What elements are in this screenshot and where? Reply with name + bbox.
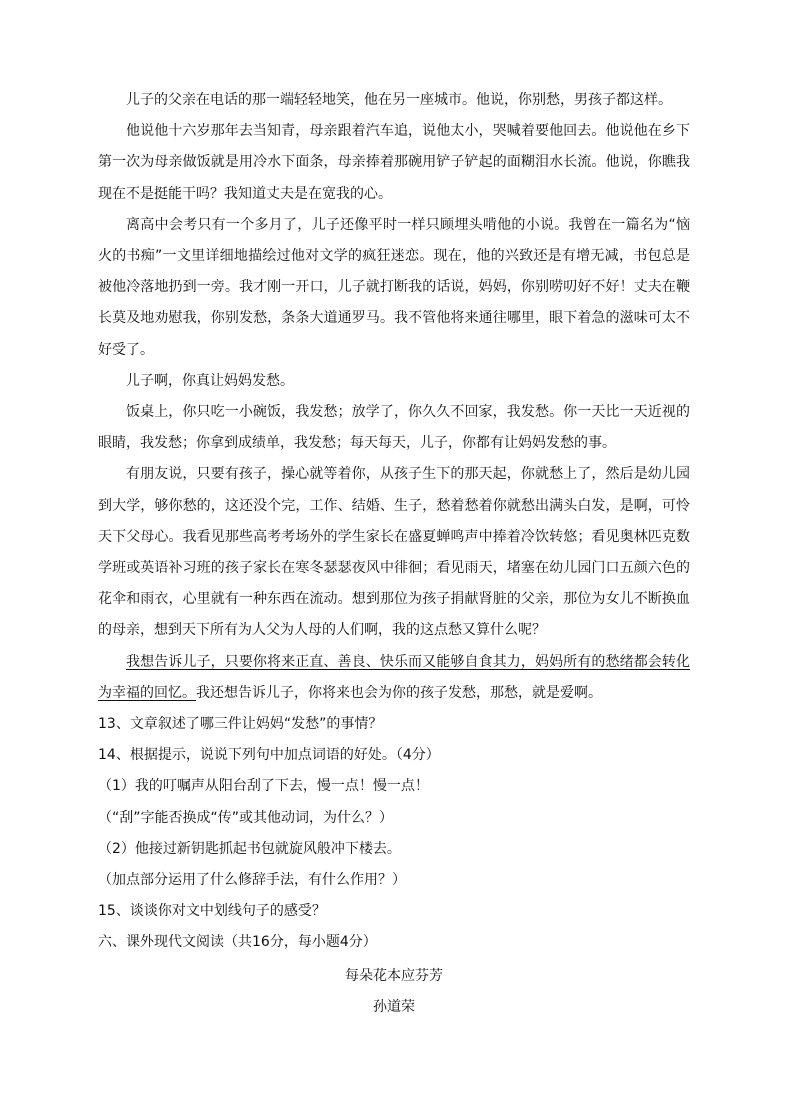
- article-paragraph-4: 儿子啊，你真让妈妈发愁。: [126, 372, 294, 389]
- final-sentence: 我还想告诉儿子，你将来也会为你的孩子发愁，那愁，就是爱啊。: [196, 684, 602, 701]
- article-paragraph-3: 离高中会考只有一个多月了，儿子还像平时一样只顾埋头啃他的小说。我曾在一篇名为“恼火的书痴”一文里详细地描绘过他对文学的疯狂迷恋。现在，他的兴致还是有增无减，书包总是被他冷落地扔到一旁。我才刚一开口，儿子就打断我的话说，妈妈，你别唠叨好不好！丈夫在鞭长莫及地劝慰我，你别发愁，条条大道通罗马。我不管他将来通往哪里，眼下着急的滋味可太不好受了。: [98, 216, 690, 358]
- question-14-hint-1: （“刮”字能否换成“传”或其他动词，为什么？）: [98, 809, 394, 826]
- article-paragraph-5: 饭桌上，你只吃一小碗饭，我发愁；放学了，你久久不回家，我发愁。你一天比一天近视的眼睛，我发愁；你拿到成绩单，我发愁；每天每天，儿子，你都有让妈妈发愁的事。: [98, 404, 690, 452]
- next-article-title: 每朵花本应芬芳: [345, 967, 443, 984]
- question-13: 13、文章叙述了哪三件让妈妈“发愁”的事情？: [98, 716, 383, 733]
- question-14: 14、根据提示，说说下列句中加点词语的好处。（4分）: [98, 747, 440, 764]
- question-15: 15、谈谈你对文中划线句子的感受？: [98, 903, 326, 920]
- document-page: [98, 85, 690, 1023]
- underlined-sentence: 我想告诉儿子，只要你将来正直、善良、快乐而又能够自食其力，妈妈所有的愁绪都会转化为幸福的回忆。: [98, 653, 690, 701]
- article-paragraph-2: 他说他十六岁那年去当知青，母亲跟着汽车追，说他太小，哭喊着要他回去。他说他在乡下第一次为母亲做饭就是用冷水下面条，母亲捧着那碗用铲子铲起的面糊泪水长流。他说，你瞧我现在不是挺能干吗？我知道丈夫是在宽我的心。: [98, 123, 690, 202]
- next-article-author: 孙道荣: [373, 998, 415, 1015]
- article-paragraph-6: 有朋友说，只要有孩子，操心就等着你，从孩子生下的那天起，你就愁上了，然后是幼儿园到大学，够你愁的，这还没个完，工作、结婚、生子，愁着愁着你就愁出满头白发，是啊，可怜天下父母心。我看见那些高考考场外的学生家长在盛夏蝉鸣声中捧着冷饮转悠；看见奥林匹克数学班或英语补习班的孩子家长在寒冬瑟瑟夜风中徘徊；看见雨天，堵塞在幼儿园门口五颜六色的花伞和雨衣，心里就有一种东西在流动。想到那位为孩子捐献肾脏的父亲，那位为女儿不断换血的母亲，想到天下所有为人父为人母的人们啊，我的这点愁又算什么呢？: [98, 466, 690, 639]
- question-14-item-2: （2）他接过新钥匙抓起书包就旋风般冲下楼去。: [98, 840, 401, 857]
- article-paragraph-1: 儿子的父亲在电话的那一端轻轻地笑，他在另一座城市。他说，你别愁，男孩子都这样。: [126, 92, 672, 108]
- section-six-heading: 六、课外现代文阅读（共16分，每小题4分）: [98, 934, 377, 951]
- question-14-hint-2: （加点部分运用了什么修辞手法，有什么作用？）: [98, 872, 406, 889]
- question-14-item-1: （1）我的叮嘱声从阳台刮了下去，慢一点！慢一点！: [98, 778, 429, 795]
- article-paragraph-7: [98, 647, 690, 709]
